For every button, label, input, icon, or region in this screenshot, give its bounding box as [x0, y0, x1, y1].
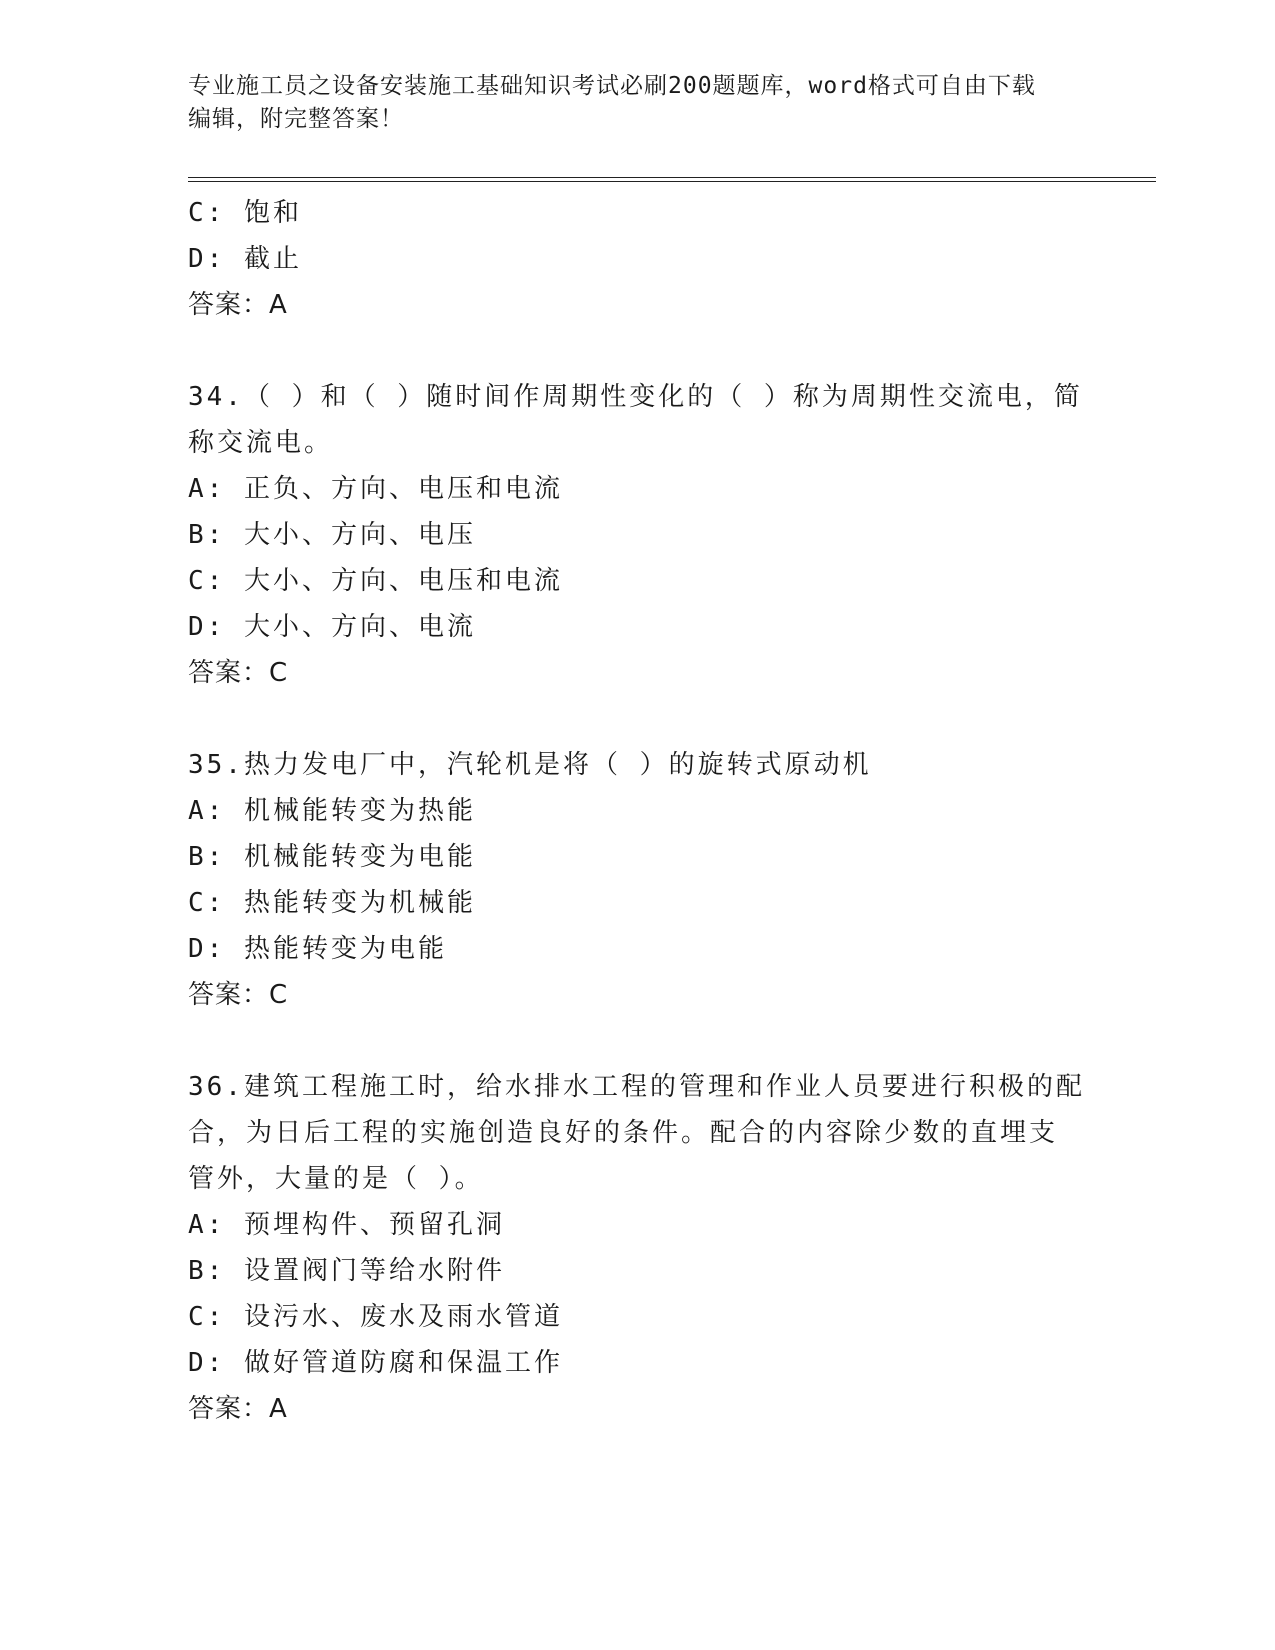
question-gap	[188, 328, 1088, 374]
document-header	[188, 70, 1088, 136]
answer-line: 答案：A	[188, 290, 288, 320]
option-c: C: 设污水、废水及雨水管道	[188, 1302, 563, 1332]
answer-line: 答案：A	[188, 1394, 288, 1424]
option-d: D: 大小、方向、电流	[188, 612, 476, 642]
option-b: B: 机械能转变为电能	[188, 842, 476, 872]
question-list	[188, 190, 1088, 1432]
option-d: D: 做好管道防腐和保温工作	[188, 1348, 563, 1378]
option-a: A: 预埋构件、预留孔洞	[188, 1210, 505, 1240]
header-title-line-2: 编辑，附完整答案！	[188, 106, 404, 132]
option-a: A: 机械能转变为热能	[188, 796, 476, 826]
question-block-33	[188, 190, 1088, 328]
answer-line: 答案：C	[188, 980, 289, 1010]
question-text-line: 称交流电。	[188, 428, 334, 458]
question-block-36	[188, 1064, 1088, 1432]
option-a: A: 正负、方向、电压和电流	[188, 474, 563, 504]
question-text-line: 合，为日后工程的实施创造良好的条件。配合的内容除少数的直埋支	[188, 1118, 1059, 1148]
option-c: C: 饱和	[188, 198, 302, 228]
question-gap	[188, 1018, 1088, 1064]
question-gap	[188, 696, 1088, 742]
option-d: D: 热能转变为电能	[188, 934, 447, 964]
header-divider-bottom	[188, 181, 1156, 182]
question-block-35	[188, 742, 1088, 1018]
option-b: B: 大小、方向、电压	[188, 520, 476, 550]
question-text-line: 34.（ ）和（ ）随时间作周期性变化的（ ）称为周期性交流电，简	[188, 382, 1083, 412]
question-text-line: 管外，大量的是（ ）。	[188, 1164, 484, 1194]
option-c: C: 大小、方向、电压和电流	[188, 566, 563, 596]
answer-line: 答案：C	[188, 658, 289, 688]
question-text-line: 36.建筑工程施工时，给水排水工程的管理和作业人员要进行积极的配	[188, 1072, 1085, 1102]
option-c: C: 热能转变为机械能	[188, 888, 476, 918]
header-title-line-1: 专业施工员之设备安装施工基础知识考试必刷200题题库，word格式可自由下载	[188, 73, 1036, 99]
question-block-34	[188, 374, 1088, 696]
question-text-line: 35.热力发电厂中，汽轮机是将（ ）的旋转式原动机	[188, 750, 872, 780]
header-divider-top	[188, 177, 1156, 178]
option-b: B: 设置阀门等给水附件	[188, 1256, 505, 1286]
option-d: D: 截止	[188, 244, 302, 274]
